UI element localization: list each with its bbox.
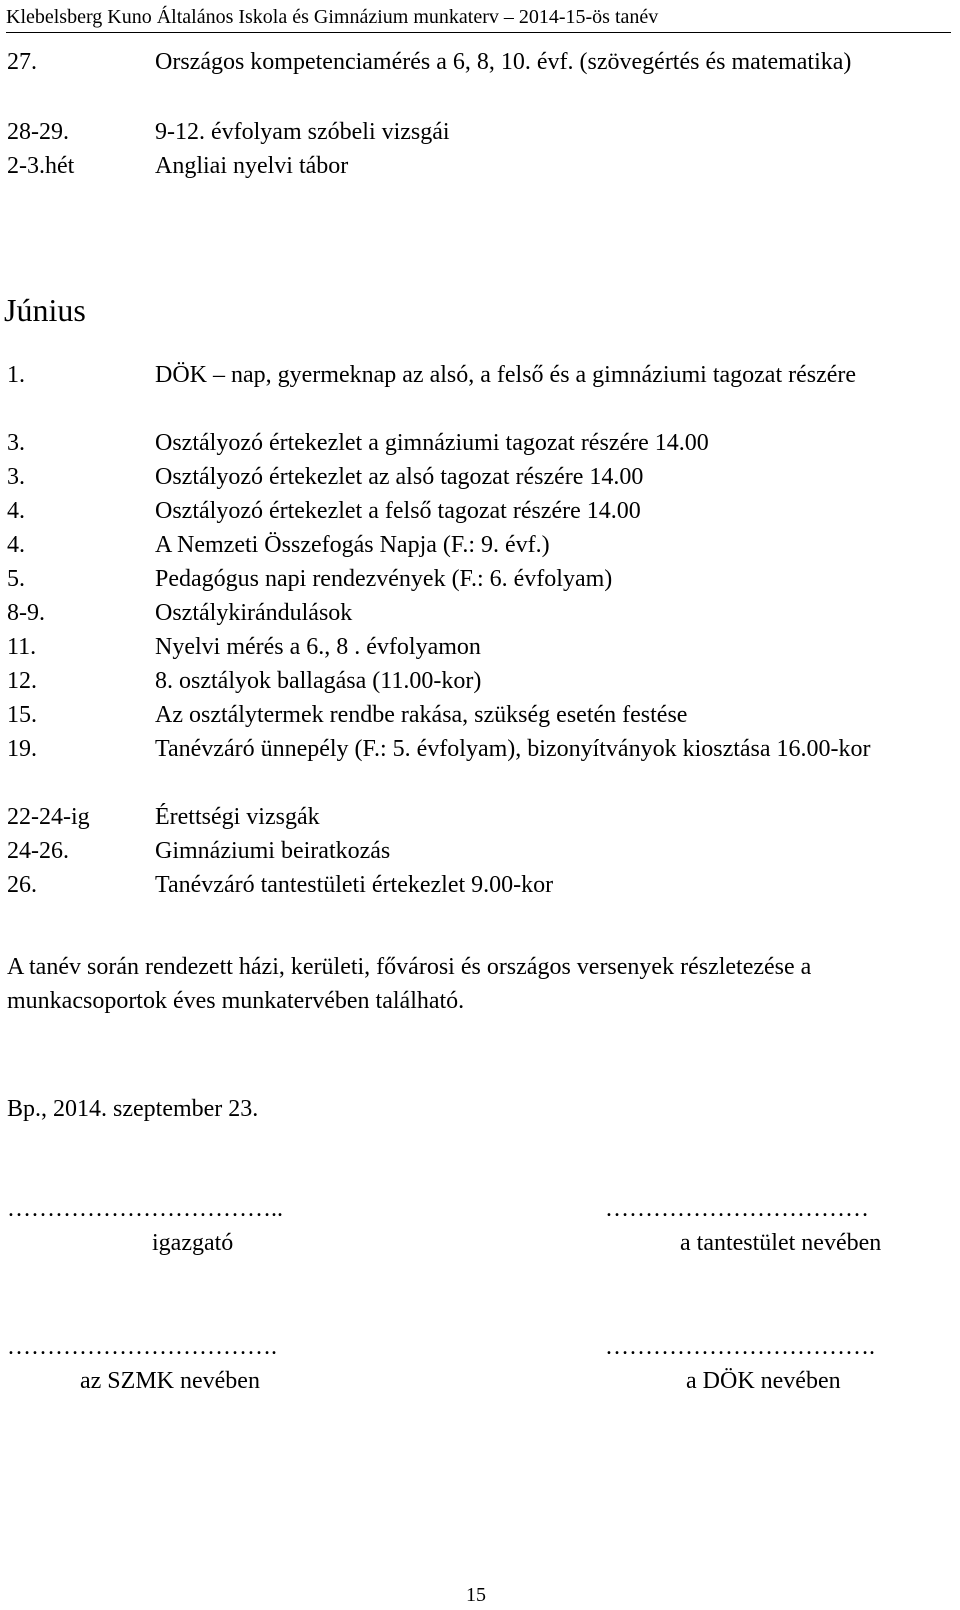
item-text: Tanévzáró ünnepély (F.: 5. évfolyam), bizonyítványok kiosztása 16.00-kor	[155, 736, 871, 762]
item-date: 24-26.	[7, 838, 69, 864]
item-date: 19.	[7, 736, 37, 762]
section-heading-june: Június	[4, 292, 86, 328]
signature-line-dok: …………………………….	[605, 1334, 875, 1360]
list-item	[7, 630, 952, 664]
list-item	[7, 358, 952, 392]
item-text: Tanévzáró tantestületi értekezlet 9.00-kor	[155, 872, 554, 898]
item-text: Osztálykirándulások	[155, 600, 353, 626]
item-text: A Nemzeti Összefogás Napja (F.: 9. évf.)	[155, 532, 550, 558]
list-item	[7, 45, 952, 79]
item-text: Nyelvi mérés a 6., 8 . évfolyamon	[155, 634, 481, 660]
item-text: Az osztálytermek rendbe rakása, szükség esetén festése	[155, 702, 688, 728]
list-item	[7, 596, 952, 630]
item-date: 4.	[7, 532, 25, 558]
signature-label-staff: a tantestület nevében	[680, 1230, 882, 1256]
item-text: Érettségi vizsgák	[155, 804, 320, 830]
item-text: Gimnáziumi beiratkozás	[155, 838, 391, 864]
item-date: 3.	[7, 430, 25, 456]
item-text: Osztályozó értekezlet a gimnáziumi tagozat részére 14.00	[155, 430, 709, 456]
signature-label-director: igazgató	[152, 1230, 234, 1256]
item-text: Pedagógus napi rendezvények (F.: 6. évfolyam)	[155, 566, 613, 592]
signature-label-szmk: az SZMK nevében	[80, 1368, 260, 1394]
list-item	[7, 115, 952, 149]
item-date: 12.	[7, 668, 37, 694]
item-text: DÖK – nap, gyermeknap az alsó, a felső és a gimnáziumi tagozat részére	[155, 362, 857, 388]
item-date: 27.	[7, 49, 37, 75]
item-date: 22-24-ig	[7, 804, 90, 830]
signature-line-staff: ……………………………	[605, 1196, 869, 1222]
list-item	[7, 426, 952, 460]
list-item	[7, 562, 952, 596]
list-item	[7, 868, 952, 902]
item-text: Osztályozó értekezlet az alsó tagozat részére 14.00	[155, 464, 644, 490]
place-date: Bp., 2014. szeptember 23.	[7, 1096, 259, 1122]
item-text: 8. osztályok ballagása (11.00-kor)	[155, 668, 482, 694]
item-date: 1.	[7, 362, 25, 388]
item-text: 9-12. évfolyam szóbeli vizsgái	[155, 119, 450, 145]
item-date: 8-9.	[7, 600, 45, 626]
item-date: 5.	[7, 566, 25, 592]
page-header: Klebelsberg Kuno Általános Iskola és Gimnázium munkaterv – 2014-15-ös tanév	[6, 5, 951, 33]
signature-label-dok: a DÖK nevében	[686, 1368, 841, 1394]
item-date: 11.	[7, 634, 37, 660]
list-item	[7, 494, 952, 528]
signature-line-director: ……………………………..	[7, 1196, 283, 1222]
list-item	[7, 149, 952, 183]
list-item	[7, 834, 952, 868]
item-text: Angliai nyelvi tábor	[155, 153, 349, 179]
list-item	[7, 664, 952, 698]
list-item	[7, 732, 952, 766]
item-date: 4.	[7, 498, 25, 524]
item-date: 28-29.	[7, 119, 69, 145]
page-number: 15	[466, 1584, 486, 1606]
list-item	[7, 528, 952, 562]
item-date: 2-3.hét	[7, 153, 75, 179]
list-item	[7, 800, 952, 834]
item-text: Országos kompetenciamérés a 6, 8, 10. évf. (szövegértés és matematika)	[155, 49, 852, 75]
list-item	[7, 460, 952, 494]
item-date: 26.	[7, 872, 37, 898]
item-text: Osztályozó értekezlet a felső tagozat részére 14.00	[155, 498, 641, 524]
item-date: 3.	[7, 464, 25, 490]
note-paragraph: A tanév során rendezett házi, kerületi, fővárosi és országos versenyek részletezése a munkacsoportok éves munkatervében található.	[7, 954, 812, 1014]
item-date: 15.	[7, 702, 37, 728]
list-item	[7, 698, 952, 732]
signature-line-szmk: …………………………….	[7, 1334, 277, 1360]
